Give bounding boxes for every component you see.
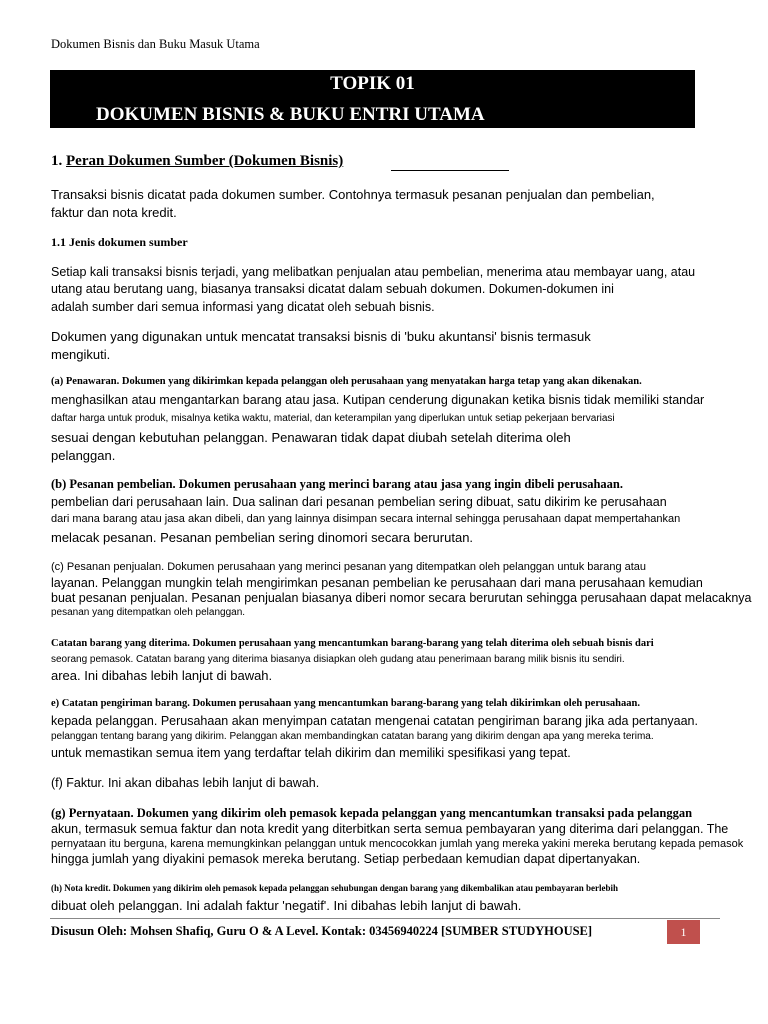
item-c-line: pesanan yang ditempatkan oleh pelanggan. [51,607,246,618]
paragraph-line: Setiap kali transaksi bisnis terjadi, yang melibatkan penjualan atau pembelian, menerima atau membayar uang, atau [51,265,696,279]
heading-underline [391,170,509,171]
intro-line: Transaksi bisnis dicatat pada dokumen sumber. Contohnya termasuk pesanan penjualan dan pembelian, [51,187,655,202]
item-e-heading: e) Catatan pengiriman barang. Dokumen perusahaan yang mencantumkan barang-barang yang telah dikirimkan oleh perusahaan. [51,698,640,709]
item-b-line: pembelian dari perusahaan lain. Dua salinan dari pesanan pembelian sering dibuat, satu dikirim ke perusahaan [51,495,667,509]
item-g-line: pernyataan itu berguna, karena memungkinkan pelanggan untuk mencocokkan jumlah yang mereka yakini mereka berutang kepada pemasok [51,838,744,850]
paragraph-line: Dokumen yang digunakan untuk mencatat transaksi bisnis di 'buku akuntansi' bisnis termasuk [51,329,591,344]
item-b-heading: (b) Pesanan pembelian. Dokumen perusahaan yang merinci barang atau jasa yang ingin dibeli perusahaan. [51,477,623,491]
document-title: DOKUMEN BISNIS & BUKU ENTRI UTAMA [96,104,485,125]
item-d-line: seorang pemasok. Catatan barang yang diterima biasanya disiapkan oleh gudang atau penerimaan barang milik bisnis itu sendiri. [51,654,625,665]
item-a-heading: (a) Penawaran. Dokumen yang dikirimkan kepada pelanggan oleh perusahaan yang menyatakan harga tetap yang akan dikenakan. [51,376,642,387]
item-a-line: daftar harga untuk produk, misalnya ketika waktu, material, dan keterampilan yang diperlukan untuk setiap pekerjaan bervariasi [51,413,615,424]
paragraph-line: mengikuti. [51,347,111,362]
item-b-line: dari mana barang atau jasa akan dibeli, dan yang lainnya disimpan secara internal sehingga perusahaan dapat mempertahankan [51,513,681,525]
item-a-line: sesuai dengan kebutuhan pelanggan. Penawaran tidak dapat diubah setelah diterima oleh [51,430,571,445]
item-e-line: kepada pelanggan. Perusahaan akan menyimpan catatan mengenai catatan pengiriman barang jika ada pertanyaan. [51,714,698,728]
item-a-line: menghasilkan atau mengantarkan barang atau jasa. Kutipan cenderung digunakan ketika bisnis tidak memiliki standar [51,393,705,407]
paragraph-line: utang atau berutang uang, biasanya transaksi dicatat dalam sebuah dokumen. Dokumen-dokumen ini [51,282,614,296]
footer-divider [50,918,720,919]
item-d-line: area. Ini dibahas lebih lanjut di bawah. [51,668,273,683]
item-g-line: hingga jumlah yang diyakini pemasok mereka berutang. Setiap perbedaan kemudian dapat dipertanyakan. [51,852,641,866]
item-c-line: buat pesanan penjualan. Pesanan penjualan biasanya diberi nomor secara berurutan sehingga perusahaan dapat melacaknya [51,591,752,605]
item-a-line: pelanggan. [51,448,116,463]
item-h-line: dibuat oleh pelanggan. Ini adalah faktur 'negatif'. Ini dibahas lebih lanjut di bawah. [51,898,522,913]
intro-line: faktur dan nota kredit. [51,205,177,220]
item-h-heading: (h) Nota kredit. Dokumen yang dikirim oleh pemasok kepada pelanggan sehubungan dengan barang yang dikembalikan atau pembayaran berlebih [51,883,618,893]
footer-credits: Disusun Oleh: Mohsen Shafiq, Guru O & A Level. Kontak: 03456940224 [SUMBER STUDYHOUSE] [51,924,593,938]
item-e-line: pelanggan tentang barang yang dikirim. Pelanggan akan membandingkan catatan barang yang dikirim dengan apa yang mereka terima. [51,731,654,742]
item-f-line: (f) Faktur. Ini akan dibahas lebih lanjut di bawah. [51,776,320,790]
topic-label: TOPIK 01 [330,73,415,94]
section-number: 1. [51,153,63,169]
item-g-heading: (g) Pernyataan. Dokumen yang dikirim oleh pemasok kepada pelanggan yang mencantumkan transaksi pada pelanggan [51,806,693,820]
item-g-line: akun, termasuk semua faktur dan nota kredit yang diterbitkan serta semua pembayaran yang diterima dari pelanggan. The [51,822,729,836]
running-header: Dokumen Bisnis dan Buku Masuk Utama [51,37,260,51]
paragraph-line: adalah sumber dari semua informasi yang dicatat oleh sebuah bisnis. [51,300,435,314]
section-heading [51,153,343,170]
title-banner [50,70,695,128]
item-c-line: (c) Pesanan penjualan. Dokumen perusahaan yang merinci pesanan yang ditempatkan oleh pelanggan untuk barang atau [51,561,647,573]
page-number-badge: 1 [667,920,700,944]
subsection-heading: 1.1 Jenis dokumen sumber [51,235,188,249]
item-b-line: melacak pesanan. Pesanan pembelian sering dinomori secara berurutan. [51,530,474,545]
section-title: Peran Dokumen Sumber (Dokumen Bisnis) [66,153,344,169]
item-d-heading: Catatan barang yang diterima. Dokumen perusahaan yang mencantumkan barang-barang yang telah diterima oleh sebuah bisnis dari [51,638,654,649]
item-c-line: layanan. Pelanggan mungkin telah mengirimkan pesanan pembelian ke perusahaan dari mana perusahaan kemudian [51,576,703,590]
item-e-line: untuk memastikan semua item yang terdaftar telah dikirim dan memiliki spesifikasi yang tepat. [51,746,571,760]
